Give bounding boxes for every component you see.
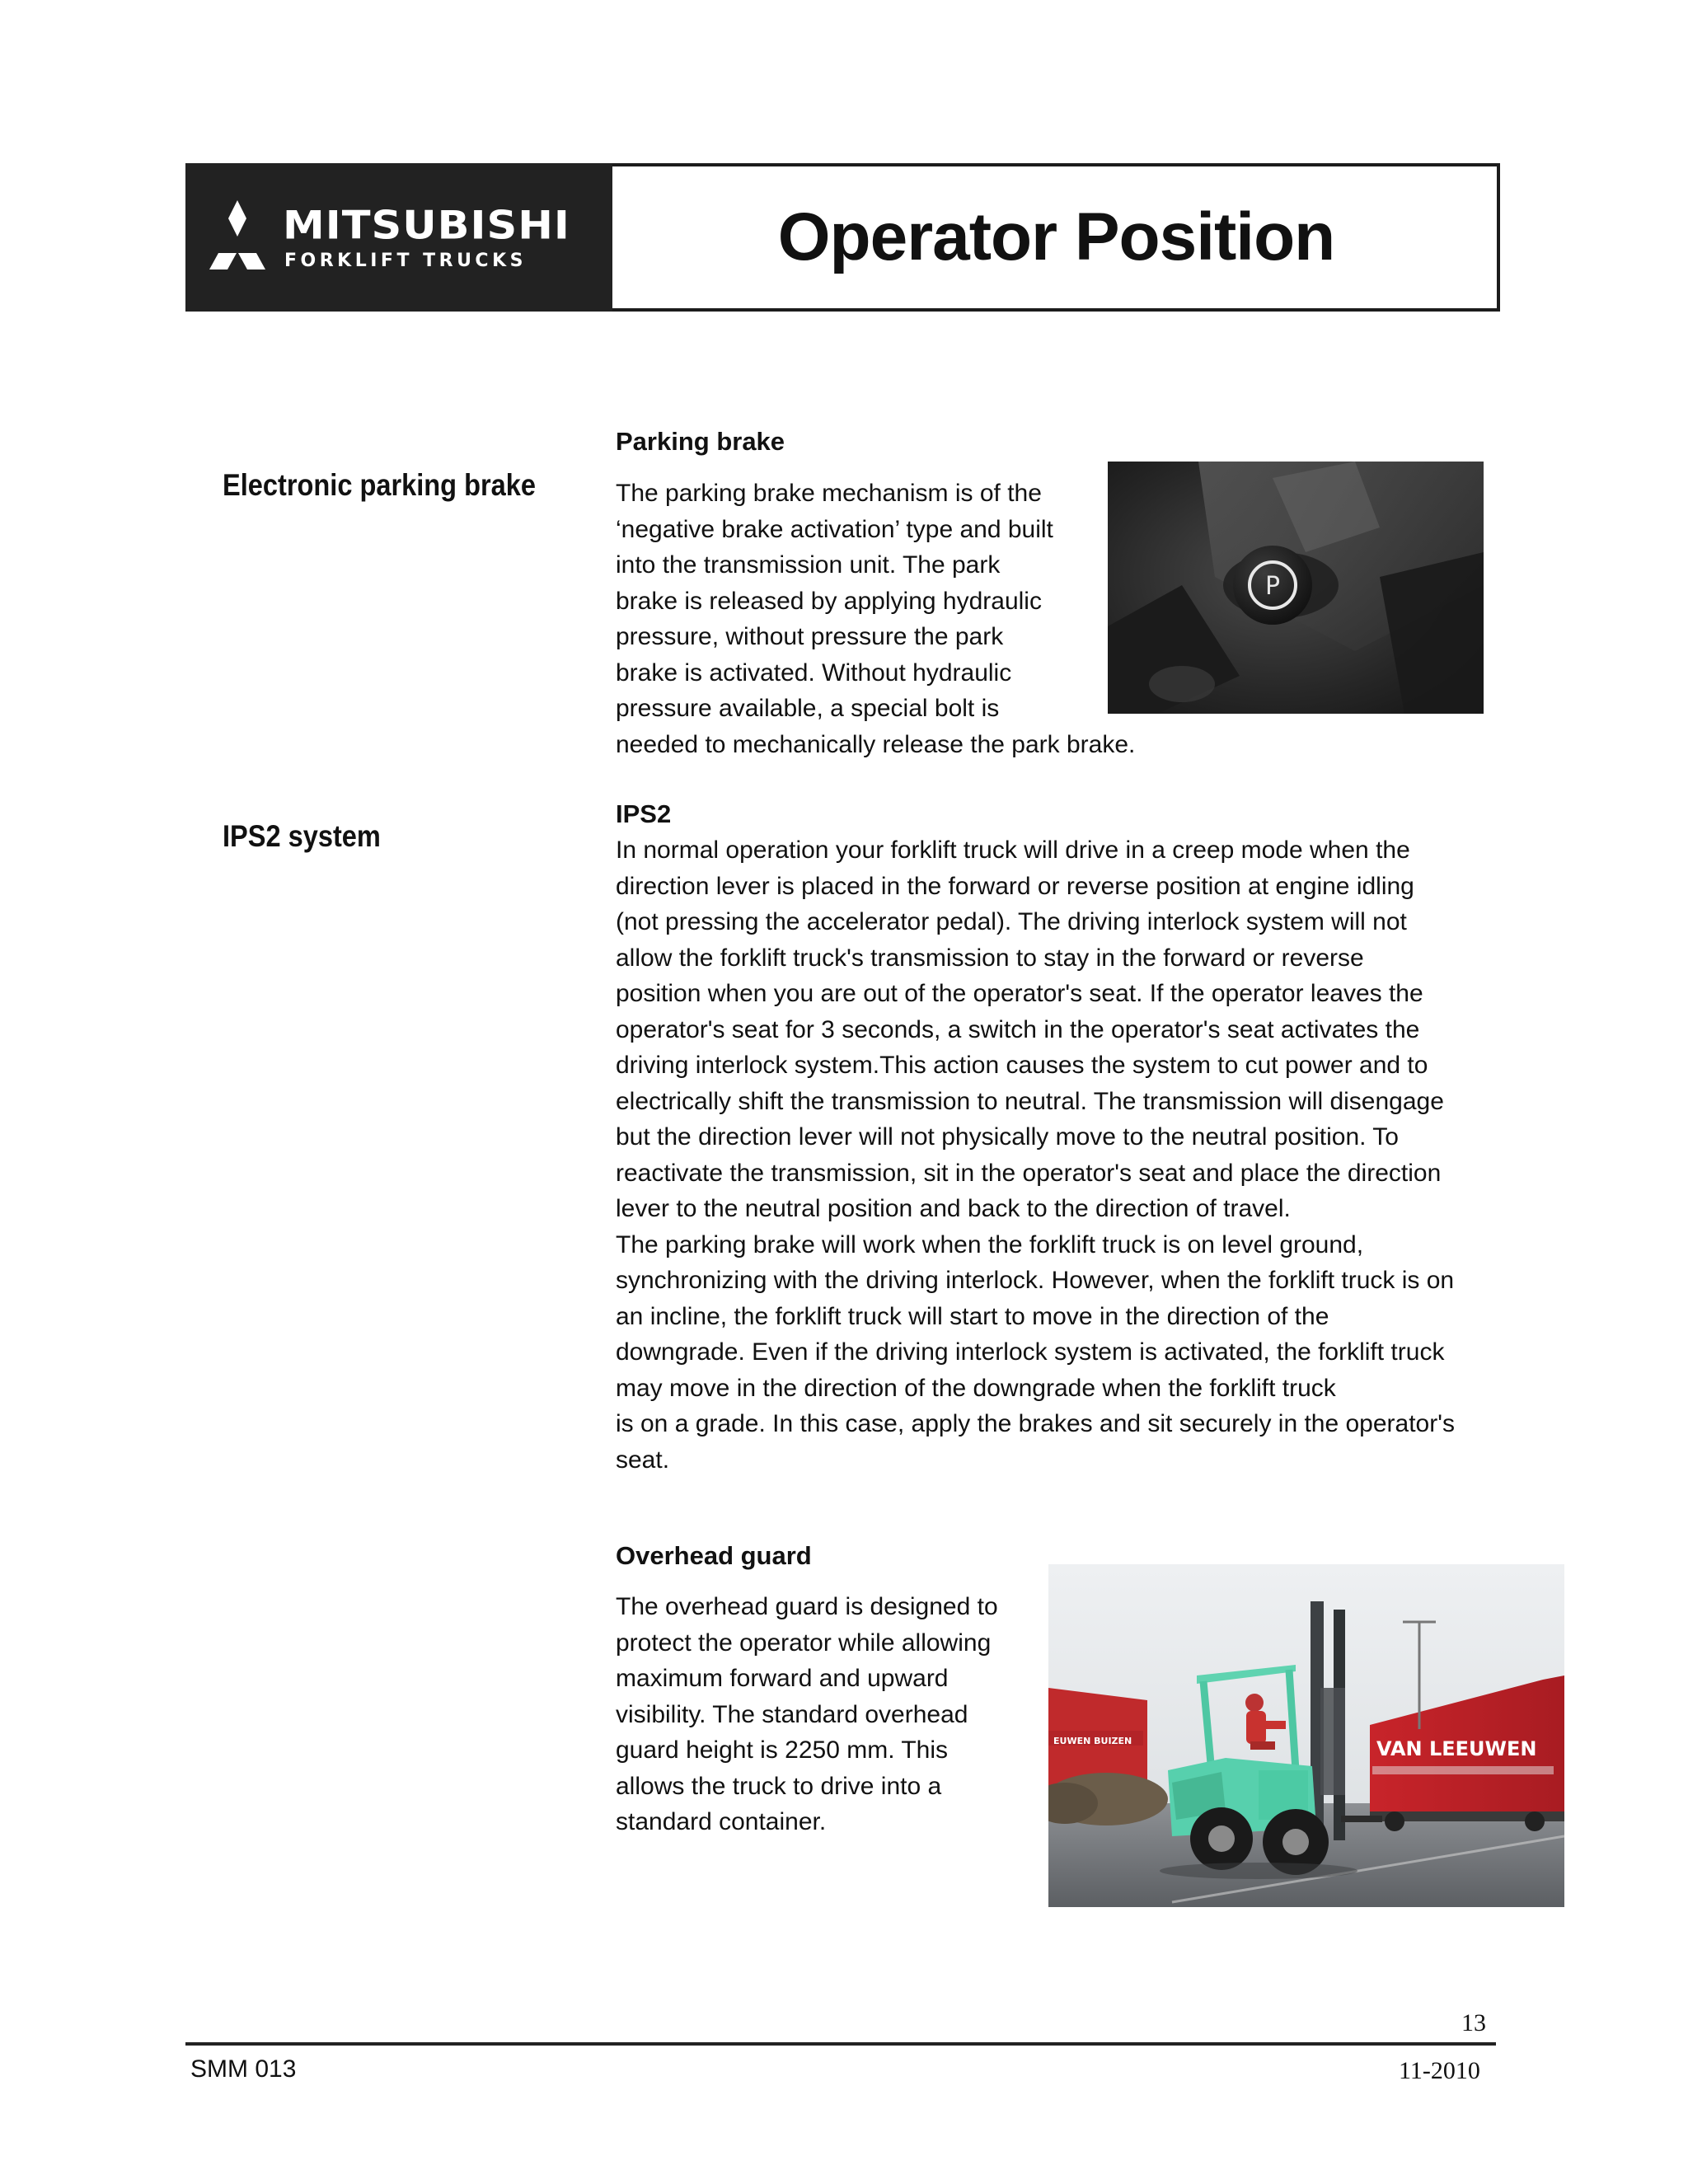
text-line: maximum forward and upward	[616, 1665, 949, 1692]
section-heading-overhead: Overhead guard	[616, 1541, 812, 1570]
section-heading-ips2: IPS2	[616, 799, 672, 828]
text-line: brake is activated. Without hydraulic	[616, 658, 1012, 687]
text-line: an incline, the forklift truck will start to move in the direction of the	[616, 1302, 1329, 1330]
text-line: reactivate the transmission, sit in the operator's seat and place the direction	[616, 1159, 1442, 1187]
text-line: direction lever is placed in the forward or reverse position at engine idling	[616, 872, 1414, 900]
mitsubishi-diamonds-icon	[200, 200, 274, 270]
text-line: synchronizing with the driving interlock. However, when the forklift truck is on	[616, 1267, 1455, 1294]
text-line: downgrade. Even if the driving interlock system is activated, the forklift truck	[616, 1338, 1445, 1366]
text-line: seat.	[616, 1446, 670, 1474]
text-line: standard container.	[616, 1808, 827, 1835]
page-title: Operator Position	[777, 199, 1335, 274]
text-line: (not pressing the accelerator pedal). The driving interlock system will not	[616, 908, 1407, 935]
text-line: allows the truck to drive into a	[616, 1772, 942, 1800]
document-code: SMM 013	[190, 2055, 297, 2083]
text-line: protect the operator while allowing	[616, 1629, 992, 1657]
text-line: lever to the neutral position and back to the direction of travel.	[616, 1195, 1291, 1222]
text-line: In normal operation your forklift truck will drive in a creep mode when the	[616, 837, 1410, 864]
footer-rule	[185, 2042, 1496, 2046]
text-line: visibility. The standard overhead	[616, 1700, 968, 1728]
document-date: 11-2010	[1399, 2057, 1480, 2084]
text-line: guard height is 2250 mm. This	[616, 1736, 948, 1764]
trailer-sign: VAN LEEUWEN	[1376, 1737, 1537, 1760]
forklift-photo	[1048, 1564, 1564, 1907]
text-line: The parking brake mechanism is of the	[616, 480, 1042, 507]
ips2-body	[616, 832, 1455, 1478]
text-line: needed to mechanically release the park brake.	[616, 730, 1136, 758]
logo-subtitle: FORKLIFT TRUCKS	[284, 251, 527, 271]
text-line: is on a grade. In this case, apply the brakes and sit securely in the operator's	[616, 1410, 1455, 1437]
text-line: allow the forklift truck's transmission to stay in the forward or reverse	[616, 944, 1364, 972]
building-sign: EUWEN BUIZEN	[1053, 1736, 1132, 1746]
text-line: The overhead guard is designed to	[616, 1593, 998, 1620]
text-line: The parking brake will work when the forklift truck is on level ground,	[616, 1230, 1364, 1258]
text-line: brake is released by applying hydraulic	[616, 587, 1042, 615]
parking-symbol: P	[1264, 572, 1281, 601]
text-line: may move in the direction of the downgrade when the forklift truck	[616, 1374, 1336, 1402]
text-line: position when you are out of the operator's seat. If the operator leaves the	[616, 980, 1423, 1007]
text-line: but the direction lever will not physically move to the neutral position. To	[616, 1123, 1399, 1151]
parking-body	[616, 476, 1135, 762]
side-heading-ips2: IPS2 system	[223, 819, 381, 853]
text-line: pressure, without pressure the park	[616, 623, 1004, 650]
section-heading-parking: Parking brake	[616, 427, 785, 456]
brand-logo	[185, 163, 612, 312]
page-number: 13	[1461, 2009, 1486, 2036]
text-line: into the transmission unit. The park	[616, 551, 1001, 579]
logo-wordmark: MITSUBISHI	[283, 204, 570, 249]
text-line: ‘negative brake activation’ type and built	[616, 515, 1053, 543]
text-line: electrically shift the transmission to neutral. The transmission will disengage	[616, 1087, 1444, 1115]
text-line: operator's seat for 3 seconds, a switch in the operator's seat activates the	[616, 1015, 1420, 1043]
overhead-body	[616, 1589, 998, 1840]
text-line: driving interlock system.This action causes the system to cut power and to	[616, 1052, 1428, 1079]
text-line: pressure available, a special bolt is	[616, 695, 1000, 722]
parking-brake-photo	[1108, 462, 1484, 714]
side-heading-parking: Electronic parking brake	[223, 468, 537, 502]
